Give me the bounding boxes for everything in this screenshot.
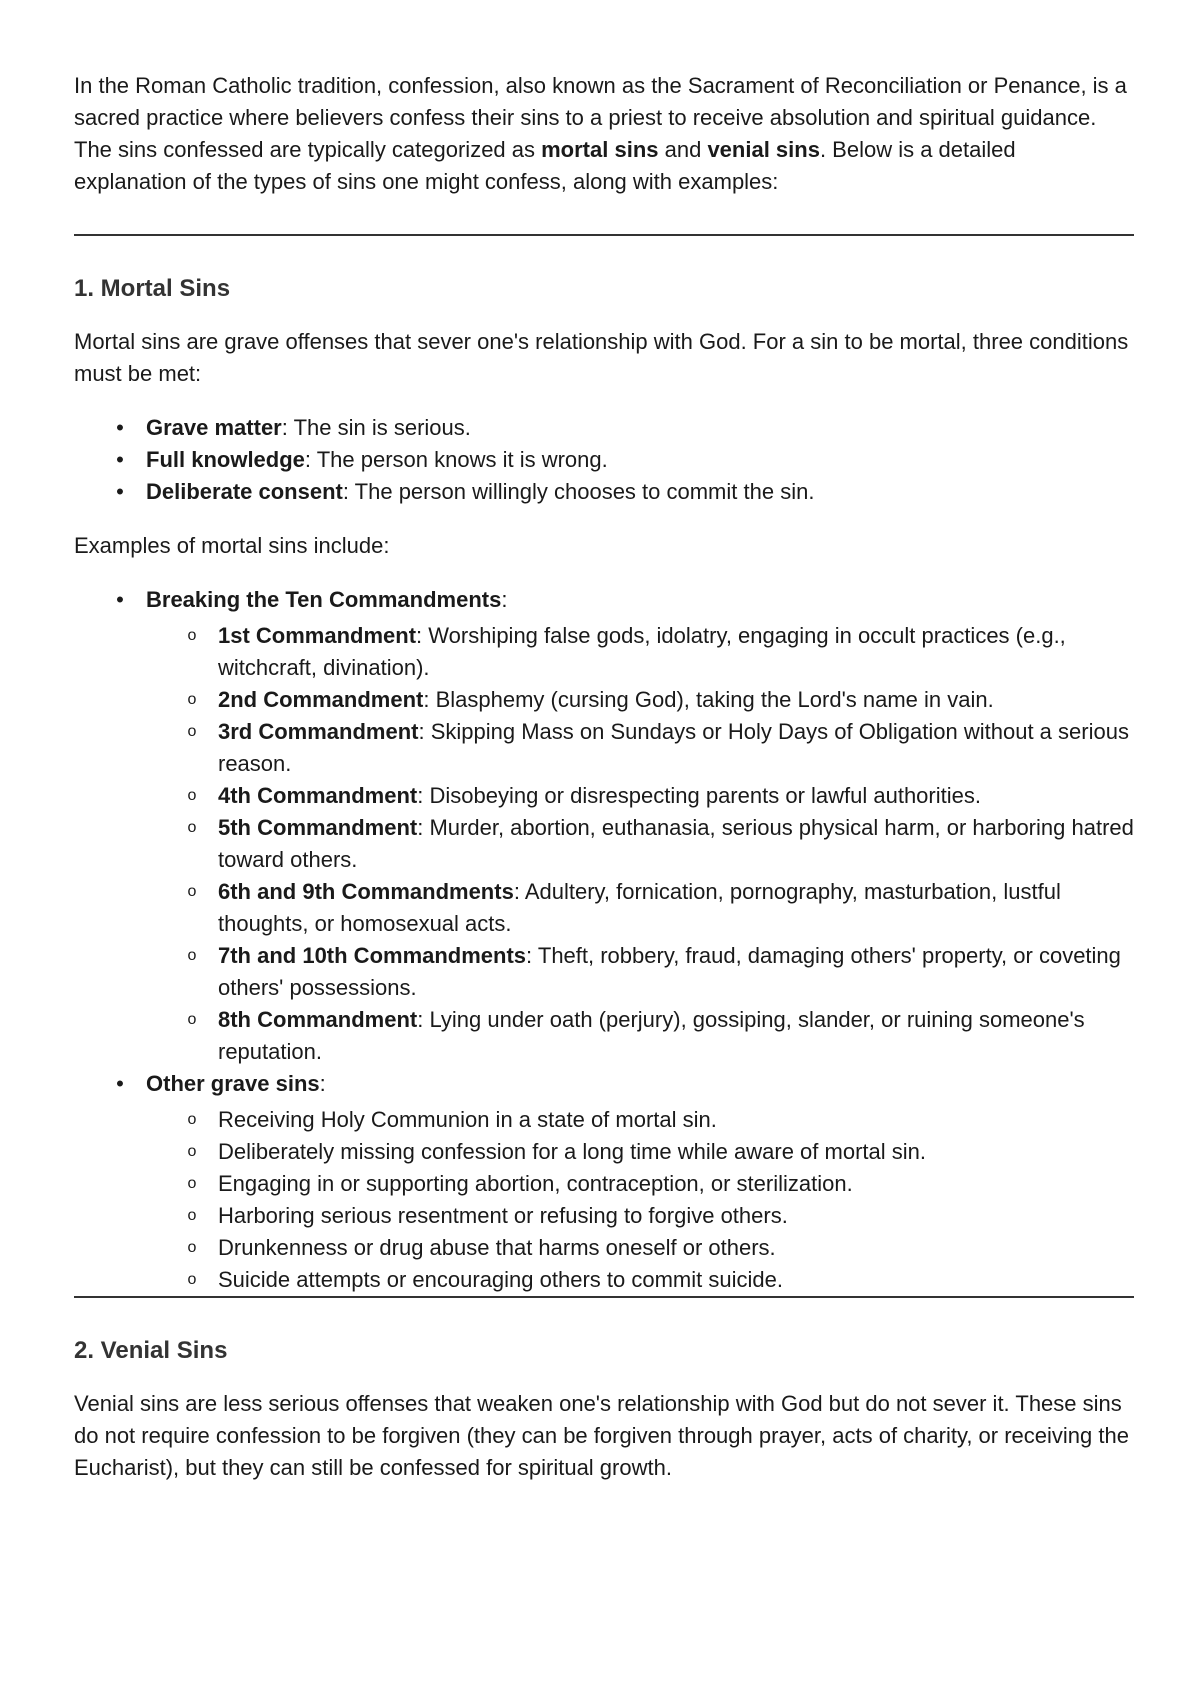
commandment-text: : Worshiping false gods, idolatry, engaging in occult practices (e.g., witchcraft, divination). <box>218 623 1066 680</box>
commandment-label: 1st Commandment <box>218 623 417 648</box>
sub-bullet-icon: o <box>187 1207 197 1224</box>
group-title: Other grave sins <box>146 1071 320 1096</box>
intro-text: In the Roman Catholic tradition, confession, also known as the Sacrament of Reconciliation or Penance, is a sacred practice where believers confess their sins to a priest to receive absolution and spiritual guidance. The sins confessed are typically categorized as <box>74 73 1127 162</box>
condition-term: Deliberate consent <box>146 479 343 504</box>
sub-list-item <box>146 1168 1134 1200</box>
sub-bullet-icon: o <box>187 787 197 804</box>
group-title: Breaking the Ten Commandments <box>146 587 502 612</box>
sub-list-item <box>146 940 1134 1004</box>
sub-list-item <box>146 876 1134 940</box>
bullet-icon: • <box>116 479 124 504</box>
commandment-label: 4th Commandment <box>218 783 418 808</box>
commandment-label: 8th Commandment <box>218 1007 418 1032</box>
commandment-text: : Blasphemy (cursing God), taking the Lord's name in vain. <box>423 687 994 712</box>
commandment-text: : Disobeying or disrespecting parents or lawful authorities. <box>417 783 981 808</box>
sub-bullet-icon: o <box>187 1143 197 1160</box>
sub-bullet-icon: o <box>187 723 197 740</box>
group-suffix: : <box>501 587 508 612</box>
section-divider <box>74 1296 1134 1298</box>
mortal-description: Mortal sins are grave offenses that sever one's relationship with God. For a sin to be mortal, three conditions must be met: <box>74 329 1129 386</box>
examples-intro: Examples of mortal sins include: <box>74 533 390 558</box>
intro-text: . Below is a detailed explanation of the types of sins one might confess, along with examples: <box>74 137 1016 194</box>
commandment-label: 2nd Commandment <box>218 687 424 712</box>
sub-list-item <box>146 1264 1134 1296</box>
bullet-icon: • <box>116 587 124 612</box>
intro-text: and <box>658 137 708 162</box>
sub-bullet-icon: o <box>187 1175 197 1192</box>
venial-description: Venial sins are less serious offenses that weaken one's relationship with God but do not sever it. These sins do not require confession to be forgiven (they can be forgiven through prayer, acts of charity, or receiving the Eucharist), but they can still be confessed for spiritual growth. <box>74 1391 1129 1480</box>
commandment-text: : Lying under oath (perjury), gossiping, slander, or ruining someone's reputation. <box>218 1007 1085 1064</box>
sin-text: Suicide attempts or encouraging others to commit suicide. <box>218 1267 783 1292</box>
commandment-label: 3rd Commandment <box>218 719 419 744</box>
sub-list-item <box>146 1200 1134 1232</box>
commandment-label: 7th and 10th Commandments <box>218 943 527 968</box>
other-sins-sublist <box>146 1104 1134 1296</box>
condition-text: : The person willingly chooses to commit the sin. <box>342 479 815 504</box>
sub-list-item <box>146 1136 1134 1168</box>
commandment-label: 6th and 9th Commandments <box>218 879 514 904</box>
bullet-icon: • <box>116 415 124 440</box>
group-suffix: : <box>319 1071 326 1096</box>
sub-list-item <box>146 1004 1134 1068</box>
commandment-label: 5th Commandment <box>218 815 418 840</box>
bullet-icon: • <box>116 1071 124 1096</box>
sub-list-item <box>146 684 1134 716</box>
sub-bullet-icon: o <box>187 883 197 900</box>
section-divider <box>74 234 1134 236</box>
sub-bullet-icon: o <box>187 1111 197 1128</box>
conditions-list <box>74 412 1134 508</box>
commandments-sublist <box>146 620 1134 1068</box>
sub-bullet-icon: o <box>187 627 197 644</box>
list-item-other-grave-sins <box>74 1068 1134 1296</box>
venial-sins-heading: 2. Venial Sins <box>74 1337 228 1364</box>
examples-list <box>74 584 1134 1296</box>
sub-list-item <box>146 716 1134 780</box>
sub-list-item <box>146 620 1134 684</box>
condition-text: : The sin is serious. <box>281 415 471 440</box>
sub-bullet-icon: o <box>187 691 197 708</box>
mortal-sins-heading: 1. Mortal Sins <box>74 275 231 302</box>
sin-text: Deliberately missing confession for a long time while aware of mortal sin. <box>218 1139 926 1164</box>
sub-list-item <box>146 812 1134 876</box>
sub-list-item <box>146 1232 1134 1264</box>
condition-term: Grave matter <box>146 415 282 440</box>
sub-bullet-icon: o <box>187 1271 197 1288</box>
condition-term: Full knowledge <box>146 447 305 472</box>
commandment-text: : Adultery, fornication, pornography, masturbation, lustful thoughts, or homosexual acts. <box>218 879 1061 936</box>
intro-paragraph <box>74 70 1134 198</box>
commandment-text: : Skipping Mass on Sundays or Holy Days of Obligation without a serious reason. <box>218 719 1129 776</box>
intro-bold-venial: venial sins <box>707 137 820 162</box>
sub-bullet-icon: o <box>187 819 197 836</box>
intro-bold-mortal: mortal sins <box>541 137 659 162</box>
list-item <box>74 476 1134 508</box>
sub-bullet-icon: o <box>187 947 197 964</box>
condition-text: : The person knows it is wrong. <box>304 447 608 472</box>
sub-list-item <box>146 1104 1134 1136</box>
bullet-icon: • <box>116 447 124 472</box>
sin-text: Receiving Holy Communion in a state of mortal sin. <box>218 1107 717 1132</box>
list-item <box>74 412 1134 444</box>
list-item <box>74 444 1134 476</box>
list-item-commandments <box>74 584 1134 1068</box>
sub-list-item <box>146 780 1134 812</box>
commandment-text: : Theft, robbery, fraud, damaging others' property, or coveting others' possessions. <box>218 943 1121 1000</box>
sin-text: Engaging in or supporting abortion, contraception, or sterilization. <box>218 1171 853 1196</box>
sin-text: Drunkenness or drug abuse that harms oneself or others. <box>218 1235 776 1260</box>
commandment-text: : Murder, abortion, euthanasia, serious physical harm, or harboring hatred toward others. <box>218 815 1134 872</box>
document-page <box>74 70 1134 1506</box>
sin-text: Harboring serious resentment or refusing to forgive others. <box>218 1203 788 1228</box>
sub-bullet-icon: o <box>187 1239 197 1256</box>
sub-bullet-icon: o <box>187 1011 197 1028</box>
